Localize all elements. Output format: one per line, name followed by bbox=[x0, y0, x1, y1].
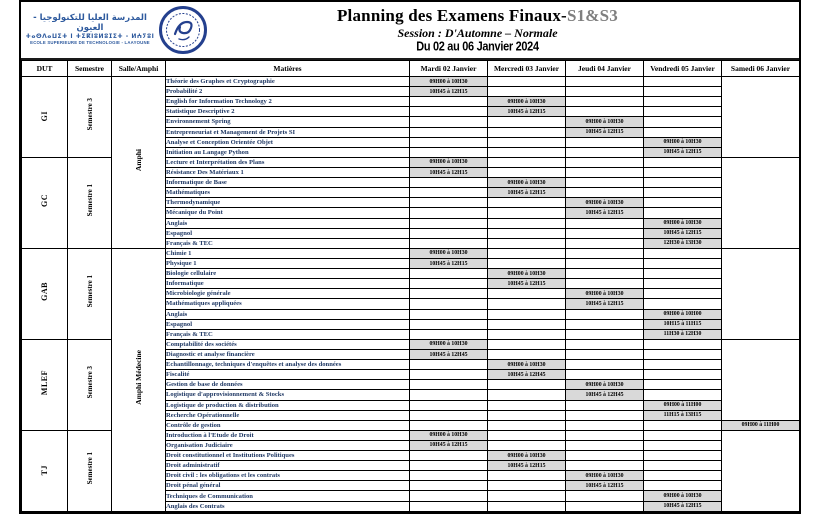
empty-slot-cell bbox=[644, 157, 722, 167]
empty-slot-cell bbox=[566, 410, 644, 420]
empty-slot-cell bbox=[488, 137, 566, 147]
empty-slot-cell bbox=[488, 430, 566, 440]
exam-time-cell: 10H45 à 12H15 bbox=[488, 279, 566, 289]
empty-slot-cell bbox=[644, 451, 722, 461]
empty-slot-cell bbox=[566, 279, 644, 289]
column-header-1: Semestre bbox=[68, 61, 112, 77]
salle-amphi-cell-label: Amphi bbox=[134, 148, 143, 171]
exam-time-cell: 10H45 à 12H15 bbox=[644, 228, 722, 238]
matiere-cell: Entrepreneuriat et Management de Projets SI bbox=[166, 127, 410, 137]
empty-slot-cell bbox=[410, 451, 488, 461]
empty-slot-cell bbox=[488, 501, 566, 511]
empty-slot-cell bbox=[410, 228, 488, 238]
empty-slot-cell bbox=[488, 481, 566, 491]
empty-slot-cell bbox=[488, 380, 566, 390]
empty-slot-cell bbox=[566, 461, 644, 471]
exam-time-cell: 09H00 à 10H30 bbox=[566, 198, 644, 208]
empty-slot-cell bbox=[410, 390, 488, 400]
matiere-cell: Français & TEC bbox=[166, 238, 410, 248]
matiere-cell: Français & TEC bbox=[166, 329, 410, 339]
empty-slot-cell bbox=[566, 248, 644, 258]
empty-slot-cell bbox=[644, 167, 722, 177]
empty-slot-cell bbox=[410, 188, 488, 198]
schedule-row bbox=[22, 77, 800, 87]
empty-slot-cell bbox=[644, 461, 722, 471]
empty-slot-cell bbox=[488, 400, 566, 410]
empty-slot-cell bbox=[644, 390, 722, 400]
exam-time-cell: 10H45 à 12H15 bbox=[488, 461, 566, 471]
empty-slot-cell bbox=[566, 491, 644, 501]
exam-time-cell: 09H00 à 10H30 bbox=[488, 269, 566, 279]
empty-slot-cell bbox=[566, 87, 644, 97]
exam-time-cell: 09H00 à 11H00 bbox=[722, 420, 800, 430]
exam-time-cell: 10H15 à 11H15 bbox=[644, 319, 722, 329]
exam-time-cell: 09H00 à 10H30 bbox=[644, 218, 722, 228]
matiere-cell: Comptabilité des sociétés bbox=[166, 339, 410, 349]
matiere-cell: Introduction à l'Etude de Droit bbox=[166, 430, 410, 440]
matiere-cell: Informatique bbox=[166, 279, 410, 289]
empty-slot-cell bbox=[644, 349, 722, 359]
matiere-cell: Probabilité 2 bbox=[166, 87, 410, 97]
empty-slot-cell bbox=[410, 289, 488, 299]
empty-slot-cell bbox=[488, 440, 566, 450]
dut-cell-gi bbox=[22, 77, 68, 158]
exam-time-cell: 11H30 à 12H30 bbox=[644, 329, 722, 339]
empty-slot-cell bbox=[644, 127, 722, 137]
matiere-cell: Thermodynamique bbox=[166, 198, 410, 208]
empty-slot-cell bbox=[488, 147, 566, 157]
empty-slot-cell bbox=[566, 269, 644, 279]
empty-slot-cell bbox=[488, 117, 566, 127]
empty-slot-cell bbox=[644, 481, 722, 491]
empty-slot-cell bbox=[722, 157, 800, 248]
empty-slot-cell bbox=[410, 329, 488, 339]
empty-slot-cell bbox=[644, 107, 722, 117]
matiere-cell: Anglais bbox=[166, 309, 410, 319]
empty-slot-cell bbox=[566, 400, 644, 410]
empty-slot-cell bbox=[410, 420, 488, 430]
matiere-cell: Fiscalité bbox=[166, 370, 410, 380]
dut-cell-mlef-label: MLEF bbox=[40, 369, 49, 395]
empty-slot-cell bbox=[410, 178, 488, 188]
empty-slot-cell bbox=[410, 370, 488, 380]
exam-time-cell: 09H00 à 10H30 bbox=[644, 137, 722, 147]
empty-slot-cell bbox=[644, 208, 722, 218]
empty-slot-cell bbox=[644, 77, 722, 87]
matiere-cell: Droit civil : les obligations et les contrats bbox=[166, 471, 410, 481]
empty-slot-cell bbox=[488, 420, 566, 430]
semestre-cell-label: Semestre 3 bbox=[85, 366, 94, 399]
empty-slot-cell bbox=[410, 491, 488, 501]
matiere-cell: Lecture et Interprétation des Plans bbox=[166, 157, 410, 167]
matiere-cell: Microbiologie générale bbox=[166, 289, 410, 299]
empty-slot-cell bbox=[488, 289, 566, 299]
empty-slot-cell bbox=[644, 117, 722, 127]
empty-slot-cell bbox=[410, 501, 488, 511]
empty-slot-cell bbox=[566, 309, 644, 319]
matiere-cell: Résistance Des Matériaux 1 bbox=[166, 167, 410, 177]
exam-time-cell: 10H45 à 12H15 bbox=[644, 501, 722, 511]
empty-slot-cell bbox=[566, 319, 644, 329]
semestre-cell bbox=[68, 77, 112, 158]
matiere-cell: Droit administratif bbox=[166, 461, 410, 471]
empty-slot-cell bbox=[644, 248, 722, 258]
matiere-cell: Contrôle de gestion bbox=[166, 420, 410, 430]
column-header-8: Samedi 06 Janvier bbox=[722, 61, 800, 77]
empty-slot-cell bbox=[566, 258, 644, 268]
school-logo-block bbox=[21, 6, 216, 54]
empty-slot-cell bbox=[488, 248, 566, 258]
semestre-cell-label: Semestre 1 bbox=[85, 275, 94, 308]
exam-time-cell: 09H00 à 10H30 bbox=[566, 471, 644, 481]
salle-amphi-cell bbox=[112, 248, 166, 511]
schedule-row bbox=[22, 248, 800, 258]
empty-slot-cell bbox=[566, 188, 644, 198]
empty-slot-cell bbox=[566, 238, 644, 248]
exam-time-cell: 09H00 à 10H30 bbox=[488, 178, 566, 188]
school-name-arabic: المدرسة العليا للتكنولوجيا - العيون bbox=[33, 13, 147, 34]
empty-slot-cell bbox=[566, 329, 644, 339]
matiere-cell: Théorie des Graphes et Cryptographie bbox=[166, 77, 410, 87]
empty-slot-cell bbox=[488, 319, 566, 329]
matiere-cell: Logistique d'approvisionnement & Stocks bbox=[166, 390, 410, 400]
matiere-cell: Initiation au Langage Python bbox=[166, 147, 410, 157]
empty-slot-cell bbox=[410, 461, 488, 471]
empty-slot-cell bbox=[722, 339, 800, 420]
exam-time-cell: 10H45 à 12H15 bbox=[644, 147, 722, 157]
empty-slot-cell bbox=[566, 228, 644, 238]
schedule-body bbox=[22, 77, 800, 512]
dut-cell-tj-label: TJ bbox=[40, 464, 49, 475]
empty-slot-cell bbox=[410, 319, 488, 329]
empty-slot-cell bbox=[566, 420, 644, 430]
exam-time-cell: 09H00 à 10H30 bbox=[488, 451, 566, 461]
empty-slot-cell bbox=[644, 420, 722, 430]
empty-slot-cell bbox=[488, 167, 566, 177]
empty-slot-cell bbox=[488, 77, 566, 87]
empty-slot-cell bbox=[644, 289, 722, 299]
semestre-cell-label: Semestre 1 bbox=[85, 184, 94, 217]
exam-time-cell: 10H45 à 12H45 bbox=[566, 390, 644, 400]
empty-slot-cell bbox=[410, 269, 488, 279]
matiere-cell: Biologie cellulaire bbox=[166, 269, 410, 279]
matiere-cell: Techniques de Communication bbox=[166, 491, 410, 501]
empty-slot-cell bbox=[566, 451, 644, 461]
empty-slot-cell bbox=[566, 157, 644, 167]
exam-time-cell: 10H45 à 12H45 bbox=[488, 370, 566, 380]
empty-slot-cell bbox=[644, 380, 722, 390]
empty-slot-cell bbox=[488, 410, 566, 420]
title-suffix-text: S1&S3 bbox=[566, 6, 619, 26]
empty-slot-cell bbox=[410, 238, 488, 248]
empty-slot-cell bbox=[566, 501, 644, 511]
empty-slot-cell bbox=[410, 410, 488, 420]
matiere-cell: Physique 1 bbox=[166, 258, 410, 268]
empty-slot-cell bbox=[644, 471, 722, 481]
empty-slot-cell bbox=[410, 198, 488, 208]
exam-time-cell: 10H45 à 12H15 bbox=[566, 127, 644, 137]
empty-slot-cell bbox=[410, 208, 488, 218]
exam-time-cell: 10H45 à 12H15 bbox=[410, 167, 488, 177]
exam-time-cell: 09H00 à 10H30 bbox=[488, 360, 566, 370]
dut-cell-gi-label: GI bbox=[40, 110, 49, 121]
title-main-text: Planning des Examens Finaux- bbox=[336, 6, 567, 26]
empty-slot-cell bbox=[488, 198, 566, 208]
exam-time-cell: 09H00 à 10H30 bbox=[644, 491, 722, 501]
matiere-cell: Informatique de Base bbox=[166, 178, 410, 188]
empty-slot-cell bbox=[410, 380, 488, 390]
date-range: Du 02 au 06 Janvier 2024 bbox=[416, 40, 539, 54]
semestre-cell bbox=[68, 248, 112, 339]
semestre-cell bbox=[68, 430, 112, 511]
empty-slot-cell bbox=[410, 481, 488, 491]
exam-time-cell: 09H00 à 10H30 bbox=[410, 157, 488, 167]
session-label: Session bbox=[397, 26, 435, 41]
empty-slot-cell bbox=[722, 248, 800, 339]
empty-slot-cell bbox=[488, 329, 566, 339]
column-header-7: Vendredi 05 Janvier bbox=[644, 61, 722, 77]
empty-slot-cell bbox=[488, 208, 566, 218]
column-header-5: Mercredi 03 Janvier bbox=[488, 61, 566, 77]
exam-time-cell: 09H00 à 10H00 bbox=[644, 309, 722, 319]
empty-slot-cell bbox=[644, 339, 722, 349]
dut-cell-gab bbox=[22, 248, 68, 339]
empty-slot-cell bbox=[644, 430, 722, 440]
matiere-cell: Logistique de production & distribution bbox=[166, 400, 410, 410]
empty-slot-cell bbox=[566, 178, 644, 188]
empty-slot-cell bbox=[488, 349, 566, 359]
exam-time-cell: 10H45 à 12H15 bbox=[410, 258, 488, 268]
empty-slot-cell bbox=[410, 137, 488, 147]
empty-slot-cell bbox=[488, 309, 566, 319]
matiere-cell: Mathématiques bbox=[166, 188, 410, 198]
table-header-row bbox=[22, 61, 800, 77]
page-title bbox=[216, 7, 739, 25]
empty-slot-cell bbox=[644, 370, 722, 380]
exam-time-cell: 10H45 à 12H45 bbox=[410, 349, 488, 359]
matiere-cell: Mathématiques appliquées bbox=[166, 299, 410, 309]
empty-slot-cell bbox=[644, 188, 722, 198]
empty-slot-cell bbox=[644, 440, 722, 450]
empty-slot-cell bbox=[488, 127, 566, 137]
matiere-cell: Statistique Descriptive 2 bbox=[166, 107, 410, 117]
exam-time-cell: 09H00 à 10H30 bbox=[410, 430, 488, 440]
dut-cell-mlef bbox=[22, 339, 68, 430]
empty-slot-cell bbox=[410, 299, 488, 309]
salle-amphi-cell bbox=[112, 77, 166, 249]
empty-slot-cell bbox=[566, 430, 644, 440]
exam-time-cell: 10H45 à 12H15 bbox=[410, 440, 488, 450]
matiere-cell: Mécanique du Point bbox=[166, 208, 410, 218]
exam-time-cell: 10H45 à 12H15 bbox=[566, 208, 644, 218]
matiere-cell: Espagnol bbox=[166, 319, 410, 329]
school-name-french: ECOLE SUPERIEURE DE TECHNOLOGIE - LAAYOUNE bbox=[30, 39, 150, 45]
empty-slot-cell bbox=[644, 299, 722, 309]
empty-slot-cell bbox=[566, 360, 644, 370]
empty-slot-cell bbox=[410, 218, 488, 228]
exam-schedule-table bbox=[21, 60, 800, 512]
exam-time-cell: 09H00 à 10H30 bbox=[410, 339, 488, 349]
semestre-cell bbox=[68, 157, 112, 248]
session-line bbox=[216, 27, 739, 40]
matiere-cell: Droit constitutionnel et Institutions Politiques bbox=[166, 451, 410, 461]
empty-slot-cell bbox=[566, 218, 644, 228]
empty-slot-cell bbox=[644, 97, 722, 107]
empty-slot-cell bbox=[410, 309, 488, 319]
university-seal-logo bbox=[159, 6, 207, 54]
column-header-4: Mardi 02 Janvier bbox=[410, 61, 488, 77]
column-header-2: Salle/Amphi bbox=[112, 61, 166, 77]
empty-slot-cell bbox=[644, 87, 722, 97]
exam-time-cell: 10H45 à 12H15 bbox=[410, 87, 488, 97]
empty-slot-cell bbox=[644, 269, 722, 279]
title-block bbox=[216, 7, 799, 53]
exam-time-cell: 09H00 à 10H30 bbox=[488, 97, 566, 107]
empty-slot-cell bbox=[410, 147, 488, 157]
matiere-cell: Organisation Judiciaire bbox=[166, 440, 410, 450]
empty-slot-cell bbox=[644, 258, 722, 268]
matiere-cell: Recherche Opérationnelle bbox=[166, 410, 410, 420]
empty-slot-cell bbox=[488, 471, 566, 481]
column-header-6: Jeudi 04 Janvier bbox=[566, 61, 644, 77]
school-name-tifinagh: ⵜⴰⵙⴷⴰⵡⵉⵜ ⵏ ⵜⵉⴽⵏⵓⵍⵓⵊⵉⵜ - ⵍⵄⵢⵓⵏ bbox=[25, 32, 155, 40]
exam-time-cell: 11H15 à 13H15 bbox=[644, 410, 722, 420]
empty-slot-cell bbox=[488, 339, 566, 349]
empty-slot-cell bbox=[488, 218, 566, 228]
semestre-cell-label: Semestre 3 bbox=[85, 98, 94, 131]
matiere-cell: Environnement Spring bbox=[166, 117, 410, 127]
empty-slot-cell bbox=[644, 198, 722, 208]
matiere-cell: Anglais des Contrats bbox=[166, 501, 410, 511]
dut-cell-gc-label: GC bbox=[40, 193, 49, 207]
document-header bbox=[21, 2, 799, 60]
matiere-cell: English for Information Technology 2 bbox=[166, 97, 410, 107]
empty-slot-cell bbox=[410, 127, 488, 137]
school-names bbox=[25, 14, 155, 45]
semestre-cell bbox=[68, 339, 112, 430]
matiere-cell: Espagnol bbox=[166, 228, 410, 238]
empty-slot-cell bbox=[566, 137, 644, 147]
empty-slot-cell bbox=[410, 107, 488, 117]
empty-slot-cell bbox=[488, 390, 566, 400]
empty-slot-cell bbox=[566, 440, 644, 450]
empty-slot-cell bbox=[488, 87, 566, 97]
empty-slot-cell bbox=[488, 258, 566, 268]
matiere-cell: Anglais bbox=[166, 218, 410, 228]
empty-slot-cell bbox=[410, 279, 488, 289]
empty-slot-cell bbox=[566, 167, 644, 177]
empty-slot-cell bbox=[566, 97, 644, 107]
matiere-cell: Droit pénal général bbox=[166, 481, 410, 491]
exam-time-cell: 09H00 à 10H30 bbox=[410, 77, 488, 87]
exam-time-cell: 10H45 à 12H15 bbox=[566, 481, 644, 491]
matiere-cell: Diagnostic et analyse financière bbox=[166, 349, 410, 359]
exam-time-cell: 10H45 à 12H15 bbox=[566, 299, 644, 309]
empty-slot-cell bbox=[722, 430, 800, 511]
empty-slot-cell bbox=[410, 400, 488, 410]
session-value: : D'Automne – Normale bbox=[437, 26, 558, 41]
empty-slot-cell bbox=[566, 147, 644, 157]
empty-slot-cell bbox=[410, 97, 488, 107]
dut-cell-gab-label: GAB bbox=[40, 281, 49, 301]
empty-slot-cell bbox=[644, 279, 722, 289]
matiere-cell: Gestion de base de données bbox=[166, 380, 410, 390]
matiere-cell: Chimie 1 bbox=[166, 248, 410, 258]
empty-slot-cell bbox=[488, 299, 566, 309]
empty-slot-cell bbox=[488, 228, 566, 238]
semestre-cell-label: Semestre 1 bbox=[85, 452, 94, 485]
empty-slot-cell bbox=[488, 157, 566, 167]
empty-slot-cell bbox=[566, 370, 644, 380]
exam-time-cell: 09H00 à 10H30 bbox=[566, 289, 644, 299]
empty-slot-cell bbox=[410, 471, 488, 481]
exam-time-cell: 09H00 à 10H30 bbox=[566, 117, 644, 127]
exam-time-cell: 09H00 à 11H00 bbox=[644, 400, 722, 410]
empty-slot-cell bbox=[644, 178, 722, 188]
empty-slot-cell bbox=[566, 339, 644, 349]
empty-slot-cell bbox=[566, 77, 644, 87]
empty-slot-cell bbox=[566, 349, 644, 359]
dut-cell-tj bbox=[22, 430, 68, 511]
empty-slot-cell bbox=[644, 360, 722, 370]
exam-time-cell: 12H30 à 13H30 bbox=[644, 238, 722, 248]
exam-time-cell: 10H45 à 12H15 bbox=[488, 107, 566, 117]
column-header-3: Matières bbox=[166, 61, 410, 77]
empty-slot-cell bbox=[410, 117, 488, 127]
matiere-cell: Analyse et Conception Orientée Objet bbox=[166, 137, 410, 147]
matiere-cell: Echantillonnage, techniques d'enquêtes et analyse des données bbox=[166, 360, 410, 370]
empty-slot-cell bbox=[410, 360, 488, 370]
exam-time-cell: 10H45 à 12H15 bbox=[488, 188, 566, 198]
salle-amphi-cell-label: Amphi Médecine bbox=[134, 350, 143, 405]
empty-slot-cell bbox=[722, 77, 800, 158]
exam-time-cell: 09H00 à 10H30 bbox=[566, 380, 644, 390]
empty-slot-cell bbox=[488, 238, 566, 248]
planning-document bbox=[19, 0, 801, 514]
empty-slot-cell bbox=[488, 491, 566, 501]
exam-time-cell: 09H00 à 10H30 bbox=[410, 248, 488, 258]
dut-cell-gc bbox=[22, 157, 68, 248]
empty-slot-cell bbox=[566, 107, 644, 117]
column-header-0: DUT bbox=[22, 61, 68, 77]
